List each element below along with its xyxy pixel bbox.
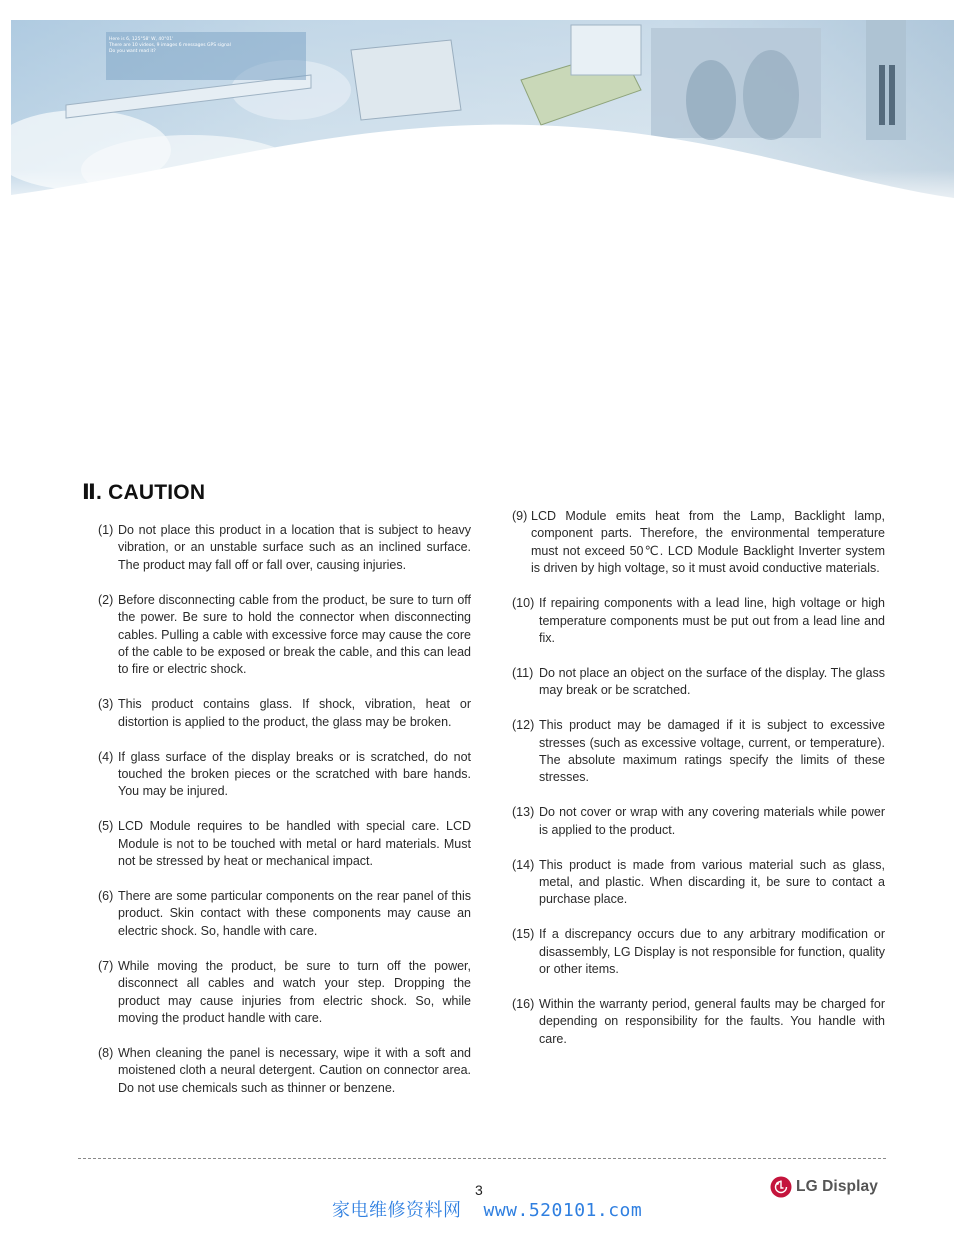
caution-text: Within the warranty period, general faults may be charged for depending on responsibility for the faults. You handle with care. xyxy=(539,997,885,1046)
caution-number: (11) xyxy=(512,665,534,680)
caution-list-left xyxy=(98,522,471,1115)
caution-number: (12) xyxy=(512,718,535,733)
caution-number: (8) xyxy=(98,1045,114,1060)
caution-item xyxy=(98,888,471,940)
caution-number: (1) xyxy=(98,523,114,537)
caution-number: (3) xyxy=(98,697,114,712)
caution-item xyxy=(98,522,471,574)
caution-item xyxy=(512,665,885,700)
caution-item xyxy=(512,508,885,578)
caution-number: (4) xyxy=(98,749,114,764)
caution-text: LCD Module emits heat from the Lamp, Backlight lamp, component parts. Therefore, the environmental temperature must not exceed 50℃. LCD Module Backlight Inverter system is driven by high voltage, so it must avoid conductive materials. xyxy=(531,509,885,576)
watermark[interactable] xyxy=(332,1196,642,1222)
caution-text: Do not place this product in a location that is subject to heavy vibration, or an unstable surface such as an inclined surface. The product may fall off or fall over, causing injuries. xyxy=(118,523,471,572)
caution-number: (6) xyxy=(98,889,114,903)
watermark-url[interactable]: www.520101.com xyxy=(483,1200,643,1221)
banner-screen-line-2: There are 10 videos, 9 images 6 messages GPS signal xyxy=(109,43,231,48)
lg-logo-icon xyxy=(770,1176,792,1198)
caution-text: If glass surface of the display breaks or is scratched, do not touched the broken pieces or the scratched with bare hands. You may be injured. xyxy=(118,749,471,799)
section-numeral: Ⅱ. xyxy=(82,481,103,504)
header-banner xyxy=(11,20,954,216)
caution-item xyxy=(512,926,885,978)
caution-item xyxy=(98,592,471,679)
header-banner-artwork xyxy=(11,20,954,216)
caution-item xyxy=(512,996,885,1048)
caution-text: LCD Module requires to be handled with special care. LCD Module is not to be touched with metal or hard materials. Must not be stressed by heat or mechanical impact. xyxy=(118,819,471,869)
caution-item xyxy=(98,818,471,870)
caution-text: This product contains glass. If shock, vibration, heat or distortion is applied to the product, the glass may be broken. xyxy=(118,697,471,729)
page-number: 3 xyxy=(475,1182,483,1198)
caution-item xyxy=(98,1045,471,1097)
caution-text: When cleaning the panel is necessary, wipe it with a soft and moistened cloth a neural detergent. Caution on connector area. Do not use chemicals such as thinner or benzene. xyxy=(118,1045,471,1095)
caution-text: While moving the product, be sure to turn off the power, disconnect all cables and watch your step. Dropping the product may cause injuries from electric shock. So, while moving the product handle with care. xyxy=(118,958,471,1025)
caution-number: (15) xyxy=(512,927,535,942)
caution-number: (9) xyxy=(512,509,528,523)
watermark-text: 家电维修资料网 xyxy=(332,1200,462,1221)
caution-number: (5) xyxy=(98,819,114,834)
caution-number: (14) xyxy=(512,857,535,872)
footer-divider xyxy=(78,1158,886,1159)
caution-item xyxy=(98,958,471,1028)
banner-screen-line-3: Do you want read it? xyxy=(109,49,156,54)
caution-item xyxy=(512,717,885,787)
banner-screen-line-1: Here is 6, 125°58' W, 40°01' xyxy=(109,37,174,42)
caution-item xyxy=(98,749,471,801)
caution-item xyxy=(512,804,885,839)
caution-item xyxy=(98,696,471,731)
brand-name: LG Display xyxy=(796,1178,878,1195)
caution-text: Do not cover or wrap with any covering materials while power is applied to the product. xyxy=(539,805,885,837)
caution-number: (16) xyxy=(512,997,535,1012)
caution-number: (13) xyxy=(512,805,535,820)
caution-text: This product is made from various material such as glass, metal, and plastic. When discarding it, be sure to contact a purchase place. xyxy=(539,857,885,907)
caution-text: Do not place an object on the surface of the display. The glass may break or be scratched. xyxy=(539,665,885,698)
brand-logo xyxy=(770,1176,878,1198)
caution-text: Before disconnecting cable from the product, be sure to turn off the power. Be sure to hold the connector when disconnecting cables. Pulling a cable with excessive force may cause the core of the cable to be exposed or break the cable, and this can lead to fire or electric shock. xyxy=(118,592,471,677)
caution-number: (2) xyxy=(98,592,114,607)
caution-text: If a discrepancy occurs due to any arbitrary modification or disassembly, LG Display is not responsible for function, quality or other items. xyxy=(539,927,885,977)
caution-text: There are some particular components on the rear panel of this product. Skin contact with these components may cause an electric shock. So, handle with care. xyxy=(118,889,471,938)
caution-text: If repairing components with a lead line, high voltage or high temperature components must be put out from a lead line and fix. xyxy=(539,596,885,645)
section-title xyxy=(82,480,205,505)
caution-number: (10) xyxy=(512,596,535,611)
caution-list-right xyxy=(512,508,885,1066)
section-title-text: CAUTION xyxy=(108,481,206,504)
caution-number: (7) xyxy=(98,958,114,973)
caution-item xyxy=(512,595,885,647)
caution-text: This product may be damaged if it is subject to excessive stresses (such as excessive voltage, current, or temperature). The absolute maximum ratings specify the limits of these stresses. xyxy=(539,718,885,785)
caution-item xyxy=(512,857,885,909)
